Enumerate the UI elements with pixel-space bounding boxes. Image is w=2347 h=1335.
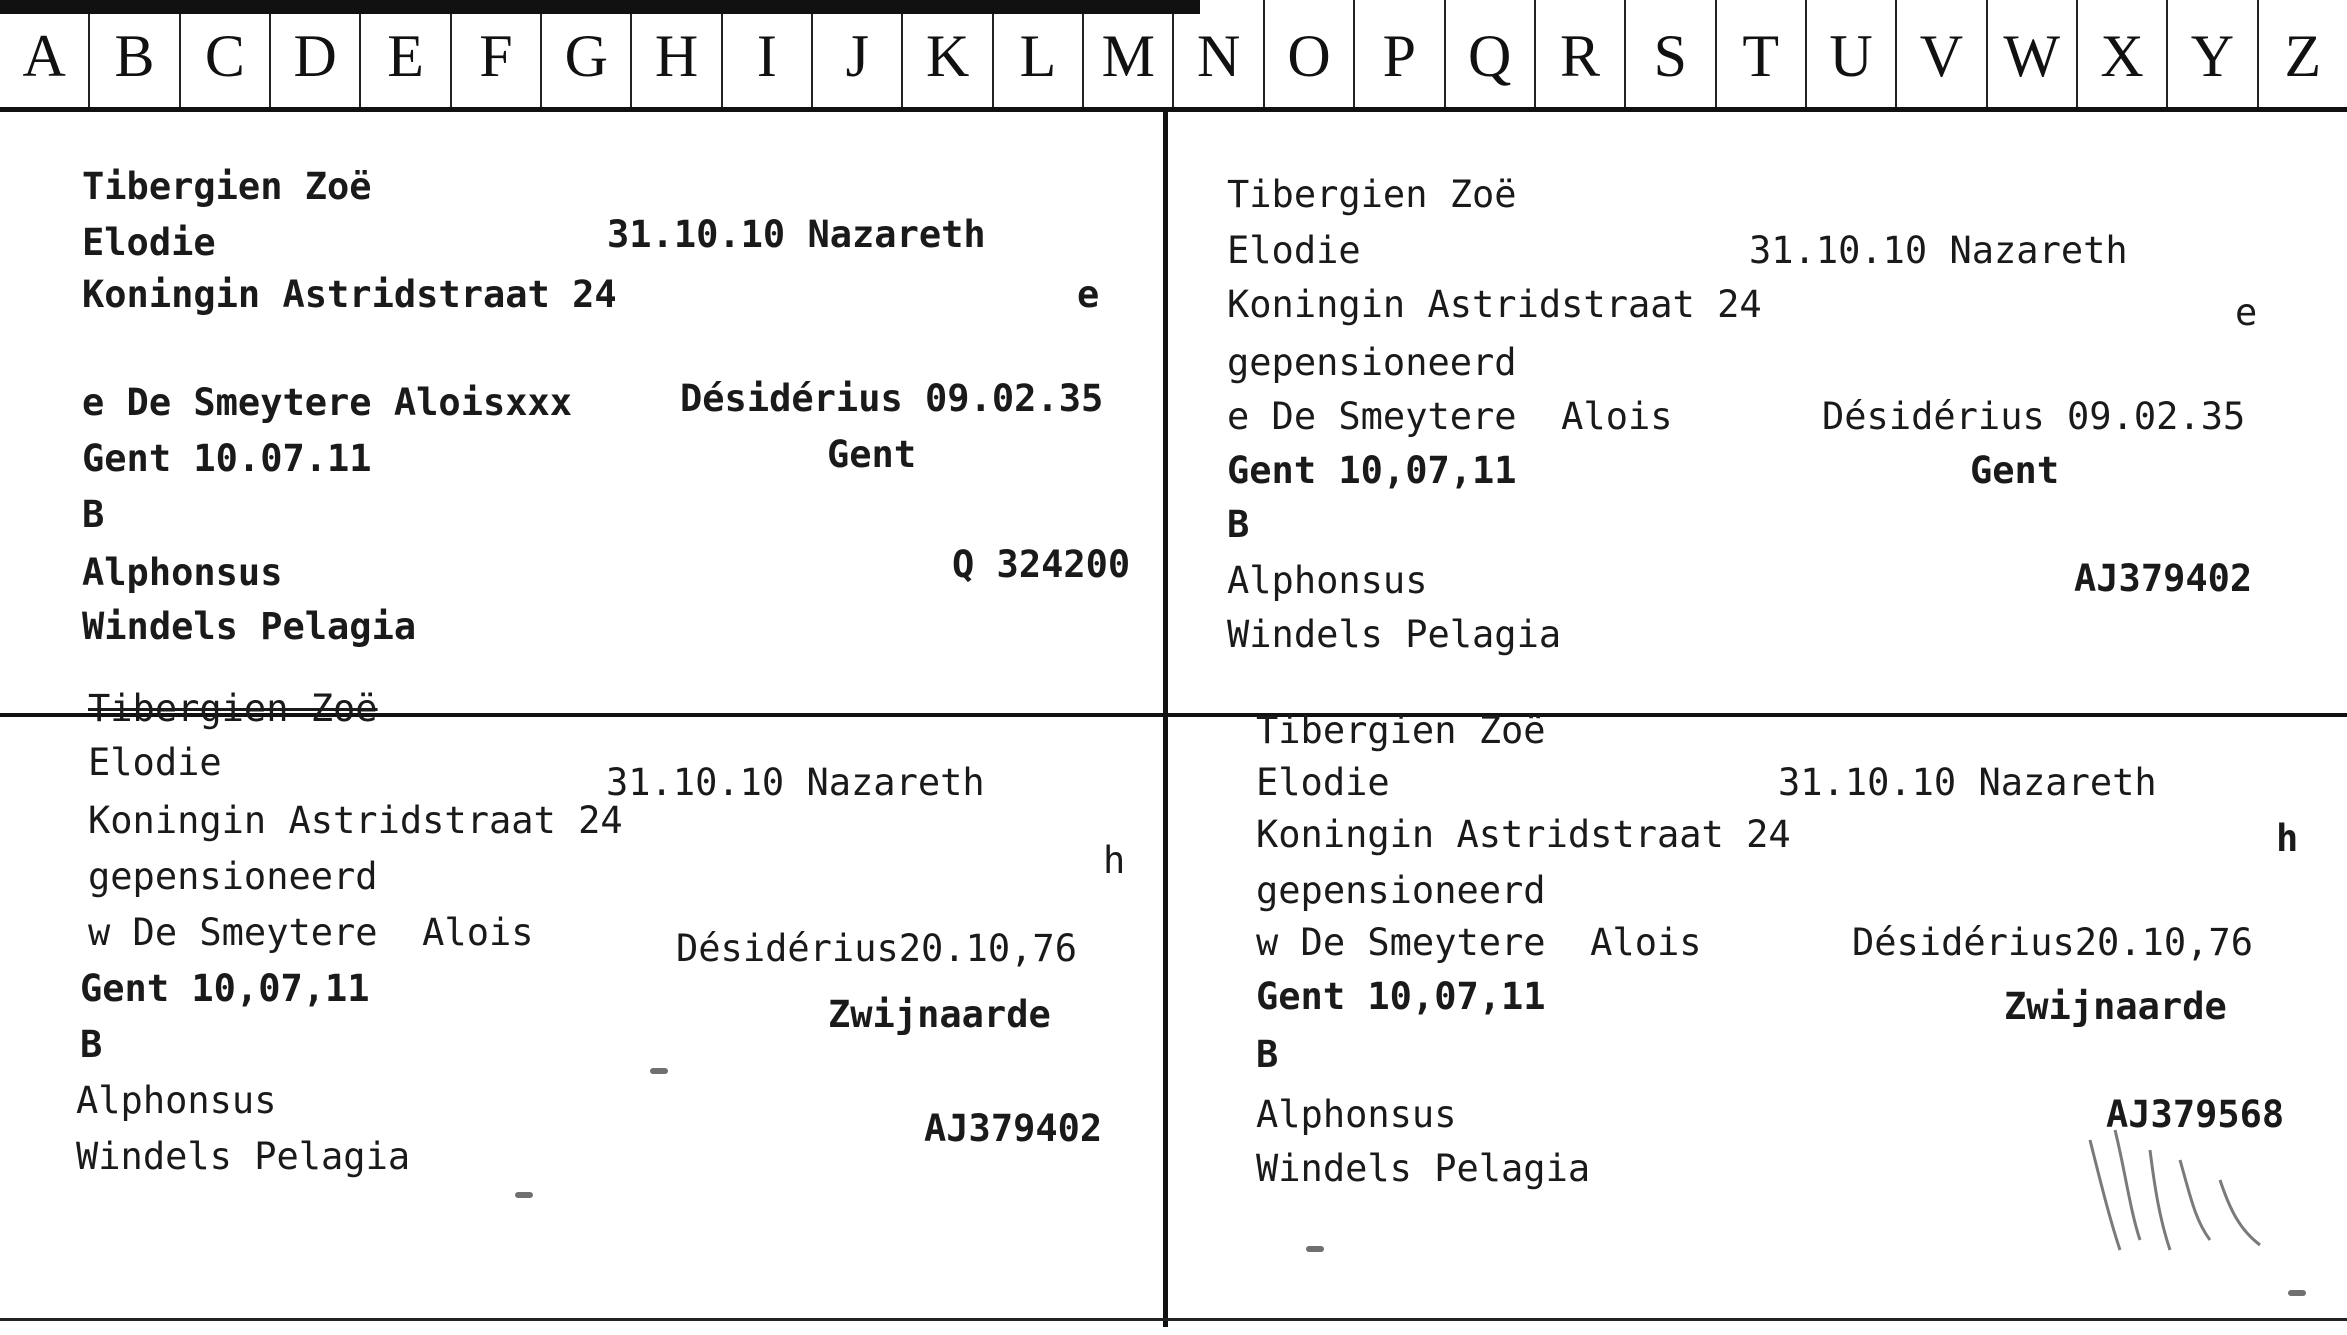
card-mother: Windels Pelagia (82, 605, 417, 648)
ruler-letter-i: I (721, 0, 811, 107)
card-spouse-place: Zwijnaarde (2004, 985, 2227, 1028)
card-occupation: gepensioneerd (1227, 341, 1517, 384)
card-birth: 31.10.10 Nazareth (607, 213, 986, 256)
ruler-letter-j: J (811, 0, 901, 107)
card-address: Koningin Astridstraat 24 (1227, 283, 1762, 326)
card-birth: 31.10.10 Nazareth (1778, 761, 2157, 804)
record-card-top-left (82, 165, 1131, 686)
card-spouse-birth: Gent 10,07,11 (1256, 975, 1546, 1018)
card-given-name: Elodie (1256, 761, 1390, 804)
card-spouse-birth: Gent 10,07,11 (80, 967, 370, 1010)
card-spouse-place: Gent (827, 433, 917, 476)
card-code: B (82, 493, 105, 536)
card-spouse: w De Smeytere Alois (1256, 921, 1702, 964)
card-number: AJ379402 (924, 1107, 1103, 1150)
record-card-top-right (1227, 173, 2258, 731)
card-sex-mark: h (1103, 839, 1126, 882)
card-given-name: Elodie (82, 221, 216, 264)
ruler-letter-h: H (630, 0, 720, 107)
ruler-letter-f: F (450, 0, 540, 107)
card-code: B (1227, 503, 1250, 546)
handwritten-scribble (2070, 1100, 2270, 1260)
ruler-letter-r: R (1534, 0, 1624, 107)
card-spouse: e De Smeytere Aloisxxx (82, 381, 573, 424)
ruler-letter-g: G (540, 0, 630, 107)
ruler-letter-l: L (992, 0, 1082, 107)
card-name: Tibergien Zoë (88, 687, 378, 730)
card-mother: Windels Pelagia (1227, 613, 1562, 656)
record-card-bottom-right (1256, 709, 2299, 1267)
card-spouse-extra: Désidérius20.10,76 (676, 927, 1077, 970)
vertical-divider (1163, 112, 1168, 1327)
card-father: Alphonsus (1227, 559, 1428, 602)
ruler-letter-x: X (2076, 0, 2166, 107)
ruler-letter-q: Q (1444, 0, 1534, 107)
card-address: Koningin Astridstraat 24 (82, 273, 617, 316)
card-given-name: Elodie (1227, 229, 1361, 272)
card-number: AJ379568 (2106, 1093, 2285, 1136)
card-given-name: Elodie (88, 741, 222, 784)
ruler-letter-b: B (88, 0, 178, 107)
ruler-letter-n: N (1172, 0, 1262, 107)
card-code: B (80, 1023, 103, 1066)
card-spouse-birth: Gent 10.07.11 (82, 437, 372, 480)
card-sex-mark: e (2235, 291, 2258, 334)
card-father: Alphonsus (76, 1079, 277, 1122)
card-birth: 31.10.10 Nazareth (1749, 229, 2128, 272)
scan-speck (2288, 1290, 2306, 1296)
ruler-letter-u: U (1805, 0, 1895, 107)
card-sex-mark: h (2276, 817, 2299, 860)
card-spouse-extra: Désidérius 09.02.35 (1822, 395, 2246, 438)
ruler-letter-k: K (901, 0, 991, 107)
card-spouse-place: Zwijnaarde (828, 993, 1051, 1036)
card-birth: 31.10.10 Nazareth (606, 761, 985, 804)
ruler-letter-c: C (179, 0, 269, 107)
card-father: Alphonsus (82, 551, 283, 594)
ruler-letter-t: T (1715, 0, 1805, 107)
card-address: Koningin Astridstraat 24 (1256, 813, 1791, 856)
card-sex-mark: e (1077, 273, 1100, 316)
scan-speck (650, 1068, 668, 1074)
scan-speck (515, 1192, 533, 1198)
record-card-bottom-left (76, 687, 1126, 1245)
bottom-rule (0, 1318, 2347, 1321)
alphabet-ruler (0, 0, 2347, 112)
ruler-letter-e: E (359, 0, 449, 107)
card-name: Tibergien Zoë (82, 165, 372, 208)
card-occupation: gepensioneerd (1256, 869, 1546, 912)
ruler-letter-d: D (269, 0, 359, 107)
card-address: Koningin Astridstraat 24 (88, 799, 623, 842)
card-spouse-extra: Désidérius 09.02.35 (680, 377, 1104, 420)
card-mother: Windels Pelagia (1256, 1147, 1591, 1190)
ruler-letter-a: A (22, 23, 66, 89)
card-number: Q 324200 (952, 543, 1131, 586)
ruler-letter-v: V (1895, 0, 1985, 107)
ruler-letter-m: M (1082, 0, 1172, 107)
ruler-letter-p: P (1353, 0, 1443, 107)
card-spouse-birth: Gent 10,07,11 (1227, 449, 1517, 492)
card-spouse-extra: Désidérius20.10,76 (1852, 921, 2253, 964)
ruler-letter-w: W (1986, 0, 2076, 107)
card-name: Tibergien Zoë (1227, 173, 1517, 216)
ruler-letter-y: Y (2166, 0, 2256, 107)
scan-speck (1306, 1246, 1324, 1252)
card-spouse: e De Smeytere Alois (1227, 395, 1673, 438)
card-occupation: gepensioneerd (88, 855, 378, 898)
card-father: Alphonsus (1256, 1093, 1457, 1136)
ruler-letter-z: Z (2257, 0, 2347, 107)
card-mother: Windels Pelagia (76, 1135, 411, 1178)
card-number: AJ379402 (2074, 557, 2253, 600)
card-spouse: w De Smeytere Alois (88, 911, 534, 954)
card-code: B (1256, 1033, 1279, 1076)
ruler-letter-s: S (1624, 0, 1714, 107)
card-spouse-place: Gent (1970, 449, 2060, 492)
ruler-letter-o: O (1263, 0, 1353, 107)
card-name: Tibergien Zoë (1256, 709, 1546, 752)
